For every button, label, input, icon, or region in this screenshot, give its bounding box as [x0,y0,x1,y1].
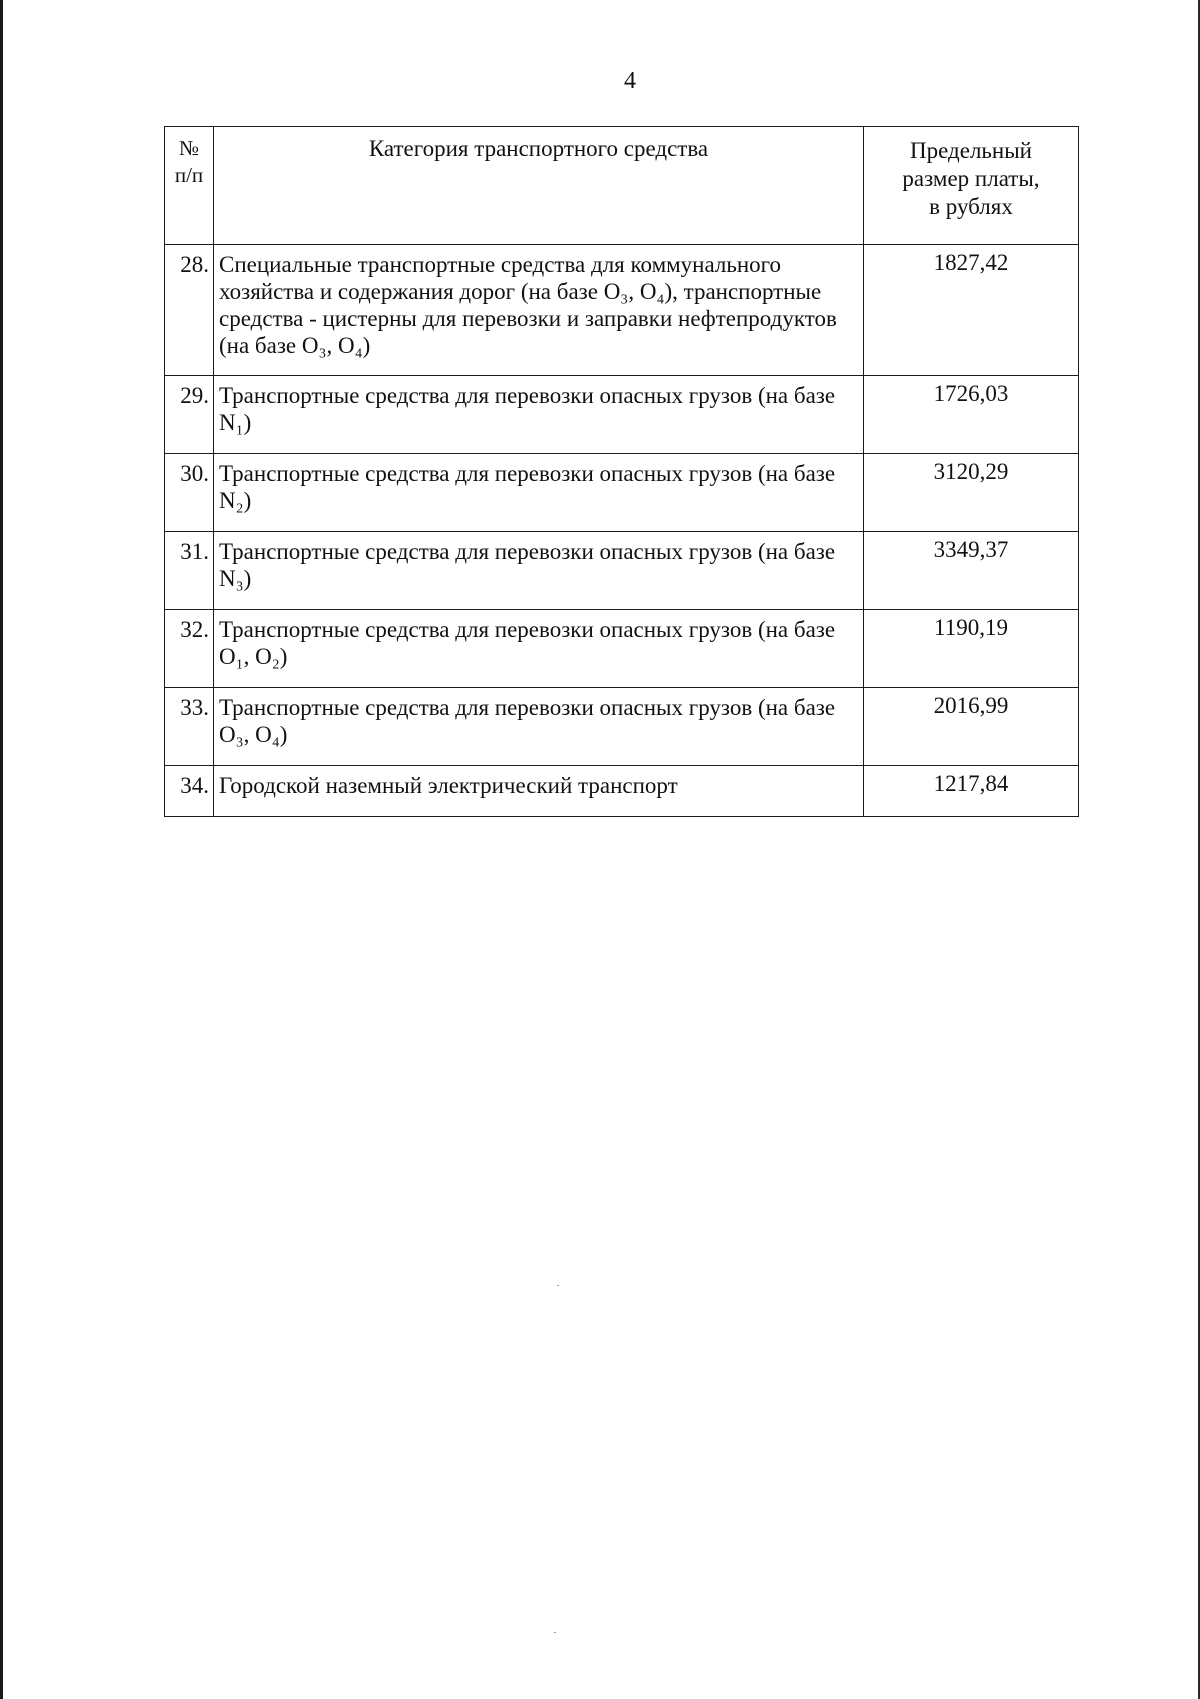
table-row [165,245,1079,376]
row-number: 32. [165,610,214,688]
row-category: Специальные транспортные средства для коммунального хозяйства и содержания дорог (на базе O₃, O₄), транспортные средства - цистерны для перевозки и заправки нефтепродуктов (на базе O₃, O₄) [214,245,864,376]
table-row [165,766,1079,817]
row-fee: 1827,42 [864,245,1079,376]
table-row [165,688,1079,766]
row-number: 29. [165,376,214,454]
scan-edge-left [0,0,3,1699]
row-number: 31. [165,532,214,610]
row-category: Транспортные средства для перевозки опасных грузов (на базе N₁) [214,376,864,454]
fee-table-header [165,127,1079,245]
row-number: 30. [165,454,214,532]
table-row [165,610,1079,688]
header-number [165,127,214,245]
table-row [165,376,1079,454]
header-fee [864,127,1079,245]
row-number: 33. [165,688,214,766]
row-number: 34. [165,766,214,817]
row-category: Транспортные средства для перевозки опасных грузов (на базе O₃, O₄) [214,688,864,766]
scan-speck [557,1285,559,1286]
table-row [165,454,1079,532]
scan-speck [554,1632,556,1633]
row-fee: 1190,19 [864,610,1079,688]
table-row [165,532,1079,610]
row-category: Городской наземный электрический транспорт [214,766,864,817]
row-fee: 2016,99 [864,688,1079,766]
row-category: Транспортные средства для перевозки опасных грузов (на базе N₂) [214,454,864,532]
header-fee-label: Предельный размер платы, в рублях [902,138,1040,219]
row-fee: 1726,03 [864,376,1079,454]
fee-table [164,126,1079,817]
fee-table-body [165,245,1079,817]
row-category: Транспортные средства для перевозки опасных грузов (на базе O₁, O₂) [214,610,864,688]
header-category [214,127,864,245]
row-number: 28. [165,245,214,376]
row-category: Транспортные средства для перевозки опасных грузов (на базе N₃) [214,532,864,610]
row-fee: 1217,84 [864,766,1079,817]
header-row [165,127,1079,245]
header-category-label: Категория транспортного средства [368,136,709,161]
row-fee: 3349,37 [864,532,1079,610]
header-number-label: № п/п [174,136,204,187]
page-number: 4 [624,68,636,94]
row-fee: 3120,29 [864,454,1079,532]
